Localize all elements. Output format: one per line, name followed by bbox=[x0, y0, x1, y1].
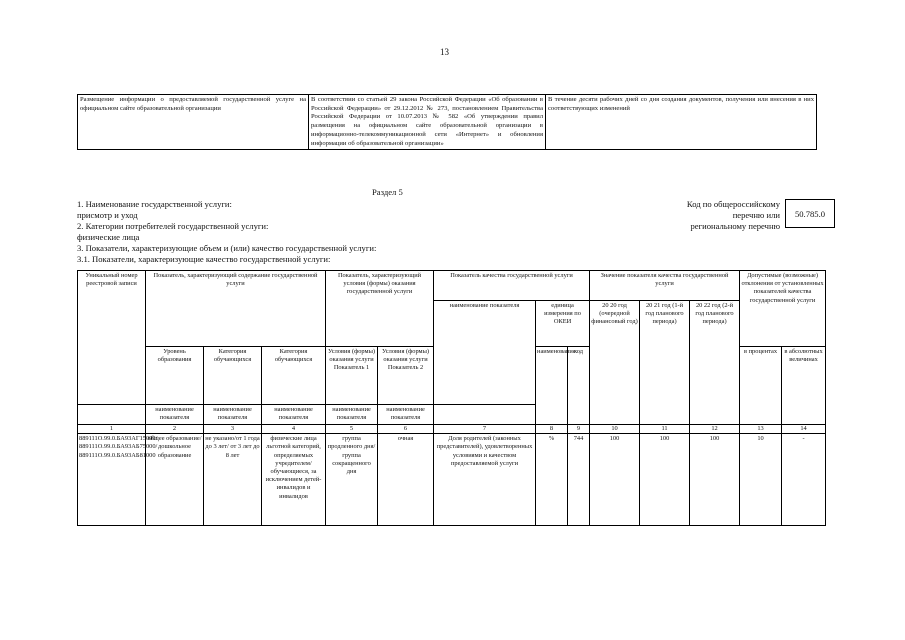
col-num-7: 7 bbox=[434, 425, 536, 434]
col-num-1: 1 bbox=[78, 425, 146, 434]
header-conditions: Показатель, характеризующий условия (формы) оказания государственной услуги bbox=[326, 271, 434, 347]
col-num-2: 2 bbox=[146, 425, 204, 434]
cell-form-1: группа продленного дня/ группа сокращенного дня bbox=[326, 434, 378, 526]
header-regnum: Уникальный номер реестровой записи bbox=[78, 271, 146, 405]
header-student-category-1: Категория обучающихся bbox=[204, 347, 262, 405]
col-num-14: 14 bbox=[782, 425, 826, 434]
code-label-line1: Код по общероссийскому bbox=[686, 199, 780, 209]
code-label bbox=[660, 199, 780, 232]
cell-form-2: очная bbox=[378, 434, 434, 526]
page-number: 13 bbox=[440, 47, 449, 57]
cell-unit-code: 744 bbox=[568, 434, 590, 526]
code-value-box: 50.785.0 bbox=[785, 199, 835, 228]
header-content: Показатель, характеризующий содержание государственной услуги bbox=[146, 271, 326, 347]
quality-indicators-table bbox=[77, 270, 826, 526]
header-quality-name: наименование показателя bbox=[434, 301, 536, 405]
cell-value-year-3: 100 bbox=[690, 434, 740, 526]
cell-education-level: общее образование/ дошкольное образование bbox=[146, 434, 204, 526]
consumer-category-label: 2. Категории потребителей государственной услуги: bbox=[77, 221, 269, 231]
header-name-2: наименование показателя bbox=[204, 405, 262, 425]
cell-age-category: не указано/от 1 года до 3 лет/ от 3 лет до 8 лет bbox=[204, 434, 262, 526]
cell-student-category: физические лица льготной категорий, определяемых учредителем/ обучающиеся, за исключением детей-инвалидов и инвалидов bbox=[262, 434, 326, 526]
header-allowed-deviation: Допустимые (возможные) отклонения от установленных показателей качества государственной услуги bbox=[740, 271, 826, 347]
update-frequency-cell: В течение десяти рабочих дней со дня создания документов, получения или внесения в них соответствующих изменений bbox=[546, 95, 817, 150]
code-label-line2: перечню или bbox=[732, 210, 780, 220]
col-num-6: 6 bbox=[378, 425, 434, 434]
cell-regnum: 889111О.99.0.БА93АГ15000/ 889111О.99.0.БА93АБ75000/ 889111О.99.0.БА93АБ81000 bbox=[78, 434, 146, 526]
header-values: Значение показателя качества государственной услуги bbox=[590, 271, 740, 301]
header-unit: единица измерения по ОКЕИ bbox=[536, 301, 590, 347]
service-info bbox=[77, 199, 376, 265]
cell-quality-name: Доля родителей (законных представителей), удовлетворенных условиями и качеством предоставляемой услуги bbox=[434, 434, 536, 526]
table-row bbox=[78, 434, 826, 526]
header-name-5: наименование показателя bbox=[378, 405, 434, 425]
cell-deviation-absolute: - bbox=[782, 434, 826, 526]
section-title: Раздел 5 bbox=[372, 187, 403, 197]
header-year-3: 20 22 год (2-й год планового периода) bbox=[690, 301, 740, 425]
col-num-8: 8 bbox=[536, 425, 568, 434]
indicators-heading: 3. Показатели, характеризующие объем и (или) качество государственной услуги: bbox=[77, 243, 377, 253]
header-form-1: Условия (формы) оказания услуги Показатель 1 bbox=[326, 347, 378, 405]
header-quality: Показатель качества государственной услуги bbox=[434, 271, 590, 301]
header-percent: в процентах bbox=[740, 347, 782, 425]
consumer-category-value: физические лица bbox=[77, 232, 140, 242]
info-placement-table bbox=[77, 94, 817, 150]
info-placement-cell: Размещение информации о предоставляемой государственной услуге на официальном сайте образовательной организации bbox=[78, 95, 309, 150]
col-num-3: 3 bbox=[204, 425, 262, 434]
header-form-2: Условия (формы) оказания услуги Показатель 2 bbox=[378, 347, 434, 405]
header-quality-blank bbox=[434, 405, 536, 425]
cell-deviation-percent: 10 bbox=[740, 434, 782, 526]
service-name-label: 1. Наименование государственной услуги: bbox=[77, 199, 232, 209]
header-unit-name: наименование bbox=[536, 347, 568, 425]
col-num-5: 5 bbox=[326, 425, 378, 434]
legal-basis-cell: В соответствии со статьей 29 закона Российской Федерации «Об образовании в Российской Федерации» от 29.12.2012 № 273, постановлением Правительства Российской Федерации от 10.07.2013 № 582 «Об утверждении правил размещения на официальном сайте образовательной организации в информационно-телекоммуникационной сети «Интернет» и обновления информации об образовательной организации» bbox=[309, 95, 546, 150]
header-regnum-blank bbox=[78, 405, 146, 425]
cell-unit: % bbox=[536, 434, 568, 526]
header-year-1: 20 20 год (очередной финансовый год) bbox=[590, 301, 640, 425]
col-num-13: 13 bbox=[740, 425, 782, 434]
header-name-3: наименование показателя bbox=[262, 405, 326, 425]
service-name-value: присмотр и уход bbox=[77, 210, 138, 220]
header-student-category-2: Категория обучающихся bbox=[262, 347, 326, 405]
col-num-10: 10 bbox=[590, 425, 640, 434]
header-year-2: 20 21 год (1-й год планового периода) bbox=[640, 301, 690, 425]
col-num-9: 9 bbox=[568, 425, 590, 434]
quality-indicators-heading: 3.1. Показатели, характеризующие качество государственной услуги: bbox=[77, 254, 331, 264]
header-name-1: наименование показателя bbox=[146, 405, 204, 425]
col-num-11: 11 bbox=[640, 425, 690, 434]
code-label-line3: региональному перечню bbox=[690, 221, 780, 231]
cell-value-year-2: 100 bbox=[640, 434, 690, 526]
header-absolute: в абсолютных величинах bbox=[782, 347, 826, 425]
col-num-12: 12 bbox=[690, 425, 740, 434]
header-unit-code: код bbox=[568, 347, 590, 425]
col-num-4: 4 bbox=[262, 425, 326, 434]
header-education-level: Уровень образования bbox=[146, 347, 204, 405]
cell-value-year-1: 100 bbox=[590, 434, 640, 526]
header-name-4: наименование показателя bbox=[326, 405, 378, 425]
